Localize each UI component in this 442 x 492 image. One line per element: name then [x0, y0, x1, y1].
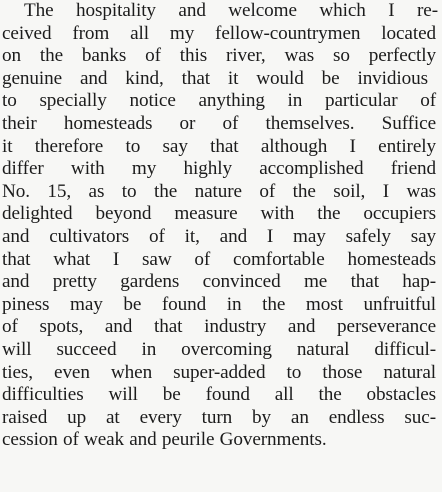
article-line: and pretty gardens convinced me that hap-: [2, 271, 436, 293]
article-line: No. 15, as to the nature of the soil, I was: [2, 180, 436, 202]
article-line: of spots, and that industry and perseverance: [2, 316, 436, 338]
article-line: that what I saw of comfortable homesteads: [2, 248, 436, 270]
article-line: difficulties will be found all the obstacles: [2, 384, 436, 406]
article-line: delighted beyond measure with the occupiers: [2, 203, 436, 225]
article-line: their homesteads or of themselves. Suffice: [2, 112, 436, 134]
article-column: [2, 0, 438, 452]
article-line: ties, even when super-added to those natural: [2, 361, 436, 383]
article-line: ceived from all my fellow-countrymen located: [2, 22, 436, 44]
article-line: will succeed in overcoming natural difficul-: [2, 338, 436, 360]
article-line: The hospitality and welcome which I re-: [24, 0, 438, 21]
article-line: genuine and kind, that it would be invidious: [2, 67, 428, 89]
article-line: piness may be found in the most unfruitful: [2, 293, 436, 315]
article-line: on the banks of this river, was so perfectly: [2, 45, 436, 67]
article-line: it therefore to say that although I entirely: [2, 135, 436, 157]
article-line: differ with my highly accomplished friend: [2, 158, 436, 180]
article-line: and cultivators of it, and I may safely say: [2, 225, 436, 247]
article-line: cession of weak and peurile Governments.: [2, 429, 327, 451]
article-line: raised up at every turn by an endless suc-: [2, 406, 436, 428]
article-line: to specially notice anything in particular of: [2, 90, 436, 112]
